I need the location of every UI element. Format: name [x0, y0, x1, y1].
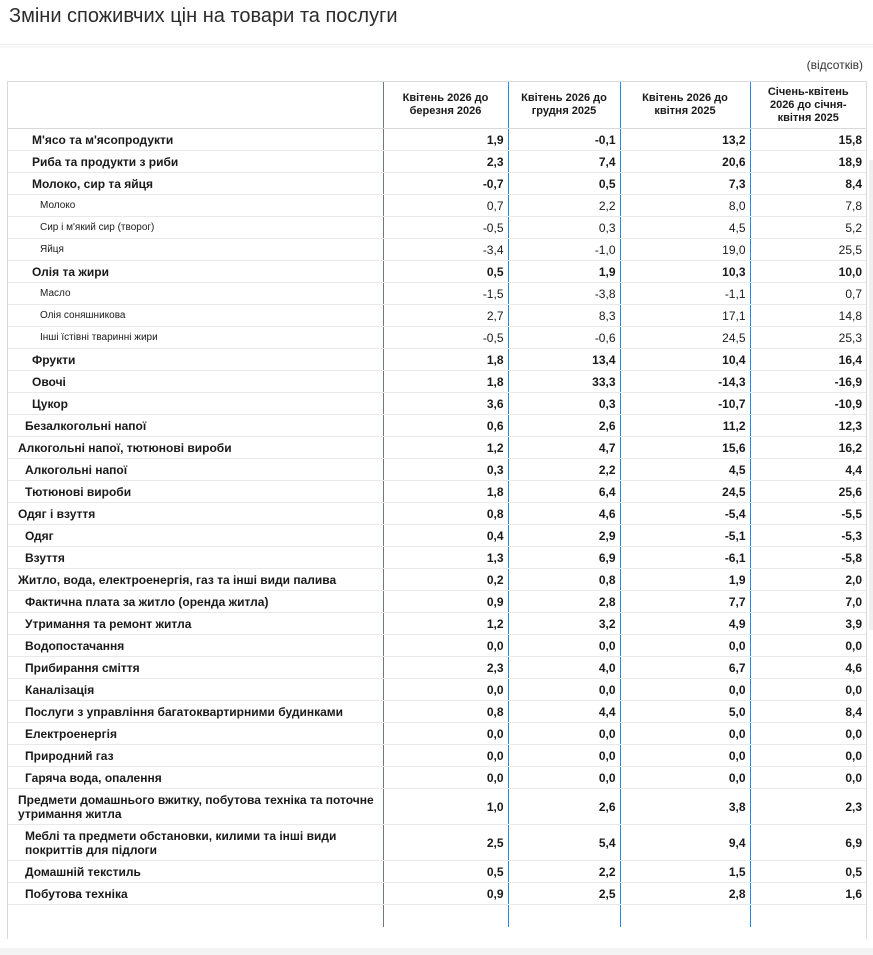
table-row — [8, 327, 866, 349]
table-body — [8, 129, 866, 928]
row-value-col-1: -1,5 — [383, 283, 508, 305]
row-category-name: Фактична плата за житло (оренда житла) — [8, 591, 383, 613]
row-value-col-4: 0,0 — [750, 723, 866, 745]
row-value-col-1: 0,5 — [383, 861, 508, 883]
row-value-col-3: 0,0 — [620, 723, 750, 745]
table-row — [8, 217, 866, 239]
row-value-col-4: 2,0 — [750, 569, 866, 591]
row-category-name: Гаряча вода, опалення — [8, 767, 383, 789]
row-value-col-2: 2,8 — [508, 591, 620, 613]
row-category-name: Предмети домашнього вжитку, побутова техніка та поточне утримання житла — [8, 789, 383, 825]
row-value-col-4: 2,3 — [750, 789, 866, 825]
table-row — [8, 883, 866, 905]
row-category-name: Меблі та предмети обстановки, килими та інші види покриттів для підлоги — [8, 825, 383, 861]
row-category-name: Цукор — [8, 393, 383, 415]
table-row — [8, 129, 866, 151]
table-header-row — [8, 82, 866, 129]
row-value-col-4: 4,6 — [750, 657, 866, 679]
row-value-col-4: -16,9 — [750, 371, 866, 393]
row-category-name: Олія соняшникова — [8, 305, 383, 327]
row-value-col-1: 3,6 — [383, 393, 508, 415]
row-value-col-1: 0,0 — [383, 635, 508, 657]
row-value-col-2: 0,3 — [508, 393, 620, 415]
row-value-col-3: 1,9 — [620, 569, 750, 591]
row-category-name: Послуги з управління багатоквартирними будинками — [8, 701, 383, 723]
table-row — [8, 635, 866, 657]
row-value-col-1: -0,5 — [383, 327, 508, 349]
row-value-col-1: 1,2 — [383, 613, 508, 635]
row-value-col-1: 0,3 — [383, 459, 508, 481]
row-value-col-4: 8,4 — [750, 173, 866, 195]
row-value-col-2: 2,6 — [508, 415, 620, 437]
row-value-col-3: 2,8 — [620, 883, 750, 905]
row-category-name: Взуття — [8, 547, 383, 569]
row-value-col-4: 5,2 — [750, 217, 866, 239]
row-value-col-2: 13,4 — [508, 349, 620, 371]
row-value-col-4: 12,3 — [750, 415, 866, 437]
row-value-col-2: 4,4 — [508, 701, 620, 723]
row-value-col-2: -0,6 — [508, 327, 620, 349]
row-value-col-4: 10,0 — [750, 261, 866, 283]
row-category-name: Каналізація — [8, 679, 383, 701]
row-value-col-4: 15,8 — [750, 129, 866, 151]
row-value-col-3: 3,8 — [620, 789, 750, 825]
table-row — [8, 151, 866, 173]
row-value-col-1: 0,2 — [383, 569, 508, 591]
table-row — [8, 349, 866, 371]
row-value-col-3: 8,0 — [620, 195, 750, 217]
row-value-col-4: 16,4 — [750, 349, 866, 371]
row-value-col-3: -1,1 — [620, 283, 750, 305]
filler-cell — [750, 905, 866, 928]
table-row — [8, 239, 866, 261]
row-value-col-3: 20,6 — [620, 151, 750, 173]
row-value-col-3: 0,0 — [620, 767, 750, 789]
row-value-col-4: 0,0 — [750, 635, 866, 657]
header-col-4: Січень-квітень 2026 до січня-квітня 2025 — [750, 82, 866, 129]
row-value-col-2: 0,5 — [508, 173, 620, 195]
row-value-col-1: 1,9 — [383, 129, 508, 151]
row-value-col-1: 0,6 — [383, 415, 508, 437]
row-value-col-2: 2,9 — [508, 525, 620, 547]
row-category-name: Водопостачання — [8, 635, 383, 657]
row-value-col-3: 0,0 — [620, 679, 750, 701]
row-value-col-4: 25,3 — [750, 327, 866, 349]
row-value-col-2: 0,8 — [508, 569, 620, 591]
row-category-name: Інші їстівні тваринні жири — [8, 327, 383, 349]
row-value-col-2: 2,2 — [508, 195, 620, 217]
row-value-col-4: 0,0 — [750, 679, 866, 701]
row-value-col-1: 2,3 — [383, 151, 508, 173]
row-value-col-4: 3,9 — [750, 613, 866, 635]
table-row — [8, 613, 866, 635]
row-value-col-3: 11,2 — [620, 415, 750, 437]
row-value-col-2: 4,6 — [508, 503, 620, 525]
row-value-col-3: 13,2 — [620, 129, 750, 151]
row-value-col-1: 1,8 — [383, 481, 508, 503]
row-value-col-1: 1,8 — [383, 349, 508, 371]
row-value-col-1: 0,0 — [383, 679, 508, 701]
row-value-col-1: 1,0 — [383, 789, 508, 825]
row-value-col-2: 4,7 — [508, 437, 620, 459]
row-value-col-3: 24,5 — [620, 327, 750, 349]
row-value-col-2: 3,2 — [508, 613, 620, 635]
row-value-col-2: 7,4 — [508, 151, 620, 173]
table-row — [8, 393, 866, 415]
table-row — [8, 481, 866, 503]
row-value-col-4: 25,6 — [750, 481, 866, 503]
row-value-col-2: 0,0 — [508, 723, 620, 745]
row-value-col-2: 8,3 — [508, 305, 620, 327]
units-note: (відсотків) — [806, 58, 863, 72]
row-value-col-4: -10,9 — [750, 393, 866, 415]
row-value-col-1: 0,0 — [383, 767, 508, 789]
row-value-col-4: 0,0 — [750, 745, 866, 767]
page-title: Зміни споживчих цін на товари та послуги — [9, 5, 398, 27]
table-row — [8, 261, 866, 283]
row-category-name: Фрукти — [8, 349, 383, 371]
price-table — [8, 82, 866, 927]
filler-cell — [508, 905, 620, 928]
row-value-col-2: 2,2 — [508, 459, 620, 481]
row-value-col-2: -0,1 — [508, 129, 620, 151]
row-category-name: Овочі — [8, 371, 383, 393]
row-category-name: Утримання та ремонт житла — [8, 613, 383, 635]
row-category-name: Риба та продукти з риби — [8, 151, 383, 173]
row-value-col-2: 0,3 — [508, 217, 620, 239]
table-filler-row — [8, 905, 866, 928]
row-category-name: Сир і м'який сир (творог) — [8, 217, 383, 239]
row-value-col-4: 0,7 — [750, 283, 866, 305]
row-value-col-1: 0,5 — [383, 261, 508, 283]
row-value-col-2: -1,0 — [508, 239, 620, 261]
header-category — [8, 82, 383, 129]
row-value-col-1: 0,4 — [383, 525, 508, 547]
table-row — [8, 503, 866, 525]
table-row — [8, 701, 866, 723]
row-value-col-2: 0,0 — [508, 679, 620, 701]
table-row — [8, 415, 866, 437]
table-row — [8, 305, 866, 327]
filler-cell — [383, 905, 508, 928]
table-row — [8, 437, 866, 459]
row-category-name: Молоко — [8, 195, 383, 217]
row-value-col-2: 4,0 — [508, 657, 620, 679]
row-category-name: Алкогольні напої, тютюнові вироби — [8, 437, 383, 459]
header-col-1: Квітень 2026 до березня 2026 — [383, 82, 508, 129]
row-value-col-2: -3,8 — [508, 283, 620, 305]
price-table-container — [7, 81, 867, 939]
row-value-col-3: 0,0 — [620, 635, 750, 657]
table-row — [8, 825, 866, 861]
row-value-col-3: 1,5 — [620, 861, 750, 883]
row-value-col-2: 2,2 — [508, 861, 620, 883]
row-value-col-3: 17,1 — [620, 305, 750, 327]
row-value-col-2: 6,4 — [508, 481, 620, 503]
table-row — [8, 591, 866, 613]
row-value-col-3: 10,3 — [620, 261, 750, 283]
table-row — [8, 195, 866, 217]
row-category-name: Домашній текстиль — [8, 861, 383, 883]
row-value-col-3: -6,1 — [620, 547, 750, 569]
row-value-col-4: -5,5 — [750, 503, 866, 525]
row-value-col-2: 6,9 — [508, 547, 620, 569]
row-value-col-3: 4,5 — [620, 459, 750, 481]
row-value-col-4: 16,2 — [750, 437, 866, 459]
row-category-name: Олія та жири — [8, 261, 383, 283]
row-value-col-1: 0,8 — [383, 701, 508, 723]
row-value-col-3: 0,0 — [620, 745, 750, 767]
row-category-name: М'ясо та м'ясопродукти — [8, 129, 383, 151]
row-value-col-4: 25,5 — [750, 239, 866, 261]
row-category-name: Алкогольні напої — [8, 459, 383, 481]
row-value-col-1: -0,5 — [383, 217, 508, 239]
row-value-col-1: 0,9 — [383, 591, 508, 613]
table-row — [8, 789, 866, 825]
row-value-col-1: 0,7 — [383, 195, 508, 217]
row-value-col-3: 15,6 — [620, 437, 750, 459]
row-value-col-3: -5,1 — [620, 525, 750, 547]
row-value-col-3: 7,7 — [620, 591, 750, 613]
row-value-col-2: 0,0 — [508, 767, 620, 789]
row-value-col-2: 5,4 — [508, 825, 620, 861]
row-value-col-3: 4,9 — [620, 613, 750, 635]
filler-cell — [620, 905, 750, 928]
row-value-col-4: 6,9 — [750, 825, 866, 861]
row-value-col-3: 19,0 — [620, 239, 750, 261]
row-value-col-3: 10,4 — [620, 349, 750, 371]
row-value-col-1: -0,7 — [383, 173, 508, 195]
row-value-col-4: 7,8 — [750, 195, 866, 217]
table-row — [8, 723, 866, 745]
row-value-col-3: 9,4 — [620, 825, 750, 861]
row-value-col-3: 5,0 — [620, 701, 750, 723]
row-value-col-3: -14,3 — [620, 371, 750, 393]
bottom-divider — [0, 948, 873, 955]
table-row — [8, 173, 866, 195]
row-category-name: Електроенергія — [8, 723, 383, 745]
row-value-col-3: 24,5 — [620, 481, 750, 503]
row-value-col-2: 0,0 — [508, 745, 620, 767]
row-value-col-4: 14,8 — [750, 305, 866, 327]
row-value-col-3: 7,3 — [620, 173, 750, 195]
table-row — [8, 371, 866, 393]
row-value-col-2: 33,3 — [508, 371, 620, 393]
row-value-col-4: 0,0 — [750, 767, 866, 789]
filler-cell — [8, 905, 383, 928]
row-category-name: Житло, вода, електроенергія, газ та інші види палива — [8, 569, 383, 591]
row-value-col-1: 2,7 — [383, 305, 508, 327]
row-category-name: Одяг і взуття — [8, 503, 383, 525]
row-value-col-1: -3,4 — [383, 239, 508, 261]
row-value-col-1: 2,3 — [383, 657, 508, 679]
row-value-col-4: 0,5 — [750, 861, 866, 883]
row-category-name: Яйця — [8, 239, 383, 261]
row-value-col-4: -5,3 — [750, 525, 866, 547]
row-value-col-1: 1,8 — [383, 371, 508, 393]
row-value-col-2: 1,9 — [508, 261, 620, 283]
table-row — [8, 525, 866, 547]
row-value-col-2: 2,5 — [508, 883, 620, 905]
table-row — [8, 861, 866, 883]
row-value-col-1: 1,3 — [383, 547, 508, 569]
row-category-name: Тютюнові вироби — [8, 481, 383, 503]
table-row — [8, 657, 866, 679]
header-col-3: Квітень 2026 до квітня 2025 — [620, 82, 750, 129]
row-value-col-1: 1,2 — [383, 437, 508, 459]
table-row — [8, 679, 866, 701]
row-value-col-2: 0,0 — [508, 635, 620, 657]
row-value-col-3: -5,4 — [620, 503, 750, 525]
row-category-name: Природний газ — [8, 745, 383, 767]
header-col-2: Квітень 2026 до грудня 2025 — [508, 82, 620, 129]
row-value-col-4: 1,6 — [750, 883, 866, 905]
row-value-col-3: 4,5 — [620, 217, 750, 239]
table-row — [8, 283, 866, 305]
row-category-name: Прибирання сміття — [8, 657, 383, 679]
row-value-col-1: 2,5 — [383, 825, 508, 861]
scrollbar[interactable] — [869, 160, 873, 630]
table-row — [8, 767, 866, 789]
row-value-col-4: 7,0 — [750, 591, 866, 613]
row-value-col-4: 4,4 — [750, 459, 866, 481]
title-divider-shadow — [0, 46, 873, 48]
title-divider — [0, 44, 873, 45]
table-row — [8, 569, 866, 591]
row-value-col-1: 0,0 — [383, 723, 508, 745]
table-row — [8, 745, 866, 767]
row-category-name: Молоко, сир та яйця — [8, 173, 383, 195]
row-value-col-1: 0,9 — [383, 883, 508, 905]
row-value-col-3: 6,7 — [620, 657, 750, 679]
row-category-name: Безалкогольні напої — [8, 415, 383, 437]
table-row — [8, 459, 866, 481]
row-category-name: Масло — [8, 283, 383, 305]
row-value-col-4: 8,4 — [750, 701, 866, 723]
row-category-name: Побутова техніка — [8, 883, 383, 905]
row-value-col-4: 18,9 — [750, 151, 866, 173]
row-value-col-1: 0,0 — [383, 745, 508, 767]
table-row — [8, 547, 866, 569]
row-category-name: Одяг — [8, 525, 383, 547]
row-value-col-3: -10,7 — [620, 393, 750, 415]
row-value-col-1: 0,8 — [383, 503, 508, 525]
row-value-col-2: 2,6 — [508, 789, 620, 825]
row-value-col-4: -5,8 — [750, 547, 866, 569]
